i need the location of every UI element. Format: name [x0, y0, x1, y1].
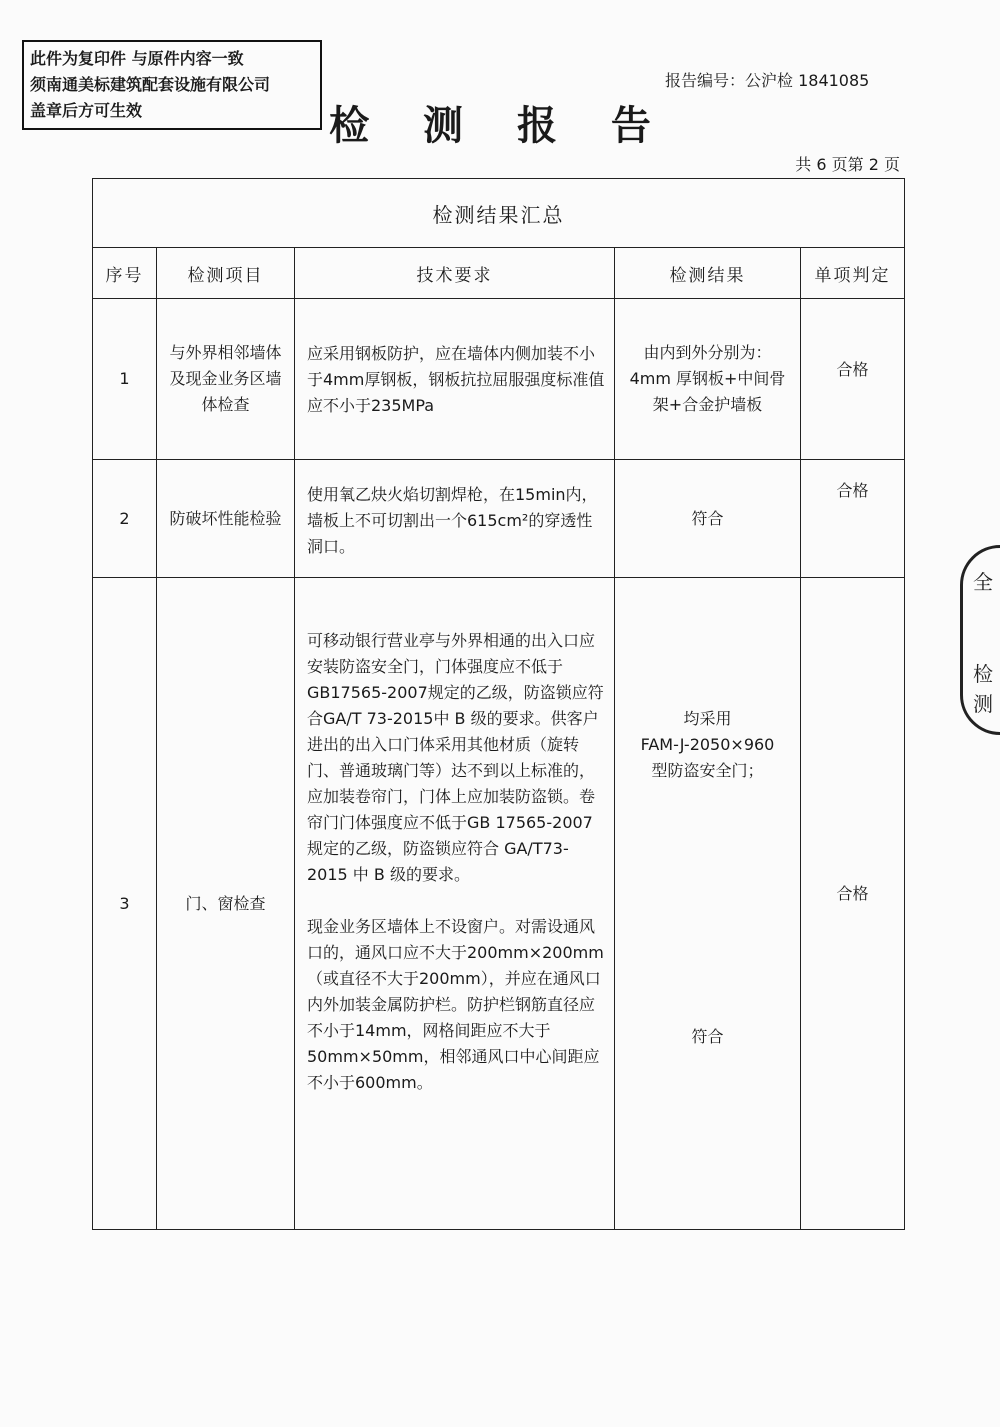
table-row [93, 299, 905, 460]
row-no: 1 [93, 299, 157, 460]
copy-notice-line1: 此件为复印件 与原件内容一致 [30, 49, 244, 68]
page-info: 共 6 页第 2 页 [795, 155, 900, 174]
summary-title-row [93, 179, 905, 248]
page-title: 检 测 报 告 [329, 103, 671, 149]
summary-title: 检测结果汇总 [93, 179, 905, 248]
row-judgement: 合格 [801, 460, 905, 578]
report-number: 报告编号：公沪检 1841085 [665, 71, 870, 90]
header-item: 检测项目 [157, 248, 295, 299]
result-window: 符合 [691, 1027, 724, 1046]
table-row [93, 578, 905, 1230]
result-door-line2: FAM-J-2050×960 [640, 735, 775, 754]
requirement-door: 可移动银行营业亭与外界相通的出入口应安装防盗安全门，门体强度应不低于GB17565-2007规定的乙级，防盗锁应符合GA/T 73-2015中 B 级的要求。供客户进出的出入口门体采用其他材质（旋转门、普通玻璃门等）达不到以上标准的，应加装卷帘门，门体上应加装防盗锁。卷帘门门体强度应不低于GB 17565-2007规定的乙级，防盗锁应符合 GA/T73-2015 中 B 级的要求。 [307, 631, 604, 884]
row-requirement: 使用氧乙炔火焰切割焊枪，在15min内，墙板上不可切割出一个615cm²的穿透性洞口。 [295, 460, 615, 578]
side-stamp-char3: 测 [973, 692, 993, 716]
row-requirement: 应采用钢板防护，应在墙体内侧加装不小于4mm厚钢板，钢板抗拉屈服强度标准值应不小于235MPa [295, 299, 615, 460]
requirement-window: 现金业务区墙体上不设窗户。对需设通风口的，通风口应不大于200mm×200mm（或直径不大于200mm），并应在通风口内外加装金属防护栏。防护栏钢筋直径应不小于14mm，网格间距应不大于50mm×50mm，相邻通风口中心间距应不小于600mm。 [307, 917, 604, 1092]
row-item: 防破坏性能检验 [157, 460, 295, 578]
table-row [93, 460, 905, 578]
row-result: 符合 [615, 460, 801, 578]
copy-notice-line3: 盖章后方可生效 [30, 101, 143, 120]
header-judgement: 单项判定 [801, 248, 905, 299]
copy-notice-line2: 须南通美标建筑配套设施有限公司 [30, 75, 271, 94]
row-item: 门、窗检查 [157, 578, 295, 1230]
result-door-line3: 型防盗安全门； [651, 761, 764, 780]
result-door-line1: 均采用 [683, 709, 732, 728]
results-table [92, 178, 905, 1230]
header-no: 序号 [93, 248, 157, 299]
side-stamp-char2: 检 [973, 662, 993, 686]
row-no: 3 [93, 578, 157, 1230]
row-item: 与外界相邻墙体及现金业务区墙体检查 [157, 299, 295, 460]
row-result: 由内到外分别为：4mm 厚钢板+中间骨架+合金护墙板 [615, 299, 801, 460]
row-judgement: 合格 [801, 578, 905, 1230]
row-judgement: 合格 [801, 299, 905, 460]
header-row [93, 248, 905, 299]
header-requirement: 技术要求 [295, 248, 615, 299]
header-result: 检测结果 [615, 248, 801, 299]
side-stamp [960, 545, 1000, 735]
row-no: 2 [93, 460, 157, 578]
row-result [615, 578, 801, 1230]
row-requirement [295, 578, 615, 1230]
side-stamp-char1: 全 [973, 570, 993, 594]
